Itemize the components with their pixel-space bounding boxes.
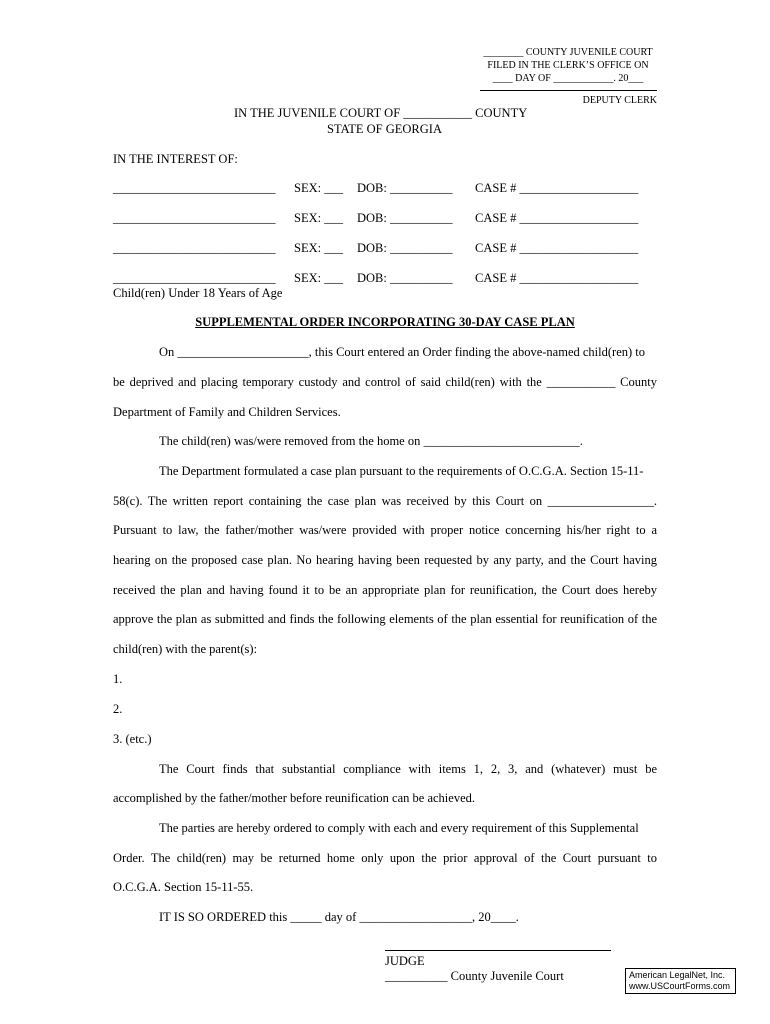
judge-signature-line[interactable] bbox=[385, 950, 611, 951]
child-dob-field[interactable]: DOB: __________ bbox=[357, 211, 453, 225]
ordered-line: IT IS SO ORDERED this _____ day of __________________, 20____. bbox=[159, 910, 519, 924]
publisher-name: American LegalNet, Inc. bbox=[629, 970, 726, 980]
child-case-field[interactable]: CASE # ___________________ bbox=[475, 271, 639, 285]
child-name-field[interactable]: __________________________ bbox=[113, 181, 276, 195]
list-item: 2. bbox=[113, 702, 123, 716]
body-line: O.C.G.A. Section 15-11-55. bbox=[113, 880, 254, 894]
body-line: Order. The child(ren) may be returned home only upon the prior approval of the Court pursuant to bbox=[113, 851, 657, 865]
body-line: accomplished by the father/mother before reunification can be achieved. bbox=[113, 791, 475, 805]
list-item: 3. (etc.) bbox=[113, 732, 152, 746]
filing-stamp-line1: ________ COUNTY JUVENILE COURT bbox=[483, 47, 653, 58]
child-dob-field[interactable]: DOB: __________ bbox=[357, 271, 453, 285]
children-caption: Child(ren) Under 18 Years of Age bbox=[113, 286, 283, 300]
filing-stamp-deputy: DEPUTY CLERK bbox=[582, 95, 657, 106]
judge-court-line: __________ County Juvenile Court bbox=[385, 969, 564, 983]
child-name-field[interactable]: __________________________ bbox=[113, 211, 276, 225]
body-line: On _____________________, this Court entered an Order finding the above-named child(ren) to bbox=[159, 345, 645, 359]
interest-label: IN THE INTEREST OF: bbox=[113, 152, 238, 166]
publisher-badge bbox=[625, 968, 736, 994]
body-line: Pursuant to law, the father/mother was/were provided with proper notice concerning his/her right to a bbox=[113, 523, 657, 537]
filing-stamp-rule bbox=[480, 90, 657, 91]
body-line: The child(ren) was/were removed from the home on _________________________. bbox=[159, 434, 583, 448]
child-case-field[interactable]: CASE # ___________________ bbox=[475, 181, 639, 195]
child-case-field[interactable]: CASE # ___________________ bbox=[475, 211, 639, 225]
body-line: child(ren) with the parent(s): bbox=[113, 642, 258, 656]
document-title: SUPPLEMENTAL ORDER INCORPORATING 30-DAY CASE PLAN bbox=[195, 315, 575, 329]
child-sex-field[interactable]: SEX: ___ bbox=[294, 271, 343, 285]
body-line: The parties are hereby ordered to comply with each and every requirement of this Supplemental bbox=[159, 821, 639, 835]
child-sex-field[interactable]: SEX: ___ bbox=[294, 241, 343, 255]
child-name-field[interactable]: __________________________ bbox=[113, 271, 276, 285]
publisher-url: www.USCourtForms.com bbox=[629, 981, 731, 991]
state-heading: STATE OF GEORGIA bbox=[327, 122, 442, 136]
court-heading: IN THE JUVENILE COURT OF ___________ COUNTY bbox=[234, 106, 528, 120]
filing-stamp-line2: FILED IN THE CLERK’S OFFICE ON bbox=[487, 60, 649, 71]
judge-label: JUDGE bbox=[385, 954, 425, 968]
body-line: The Court finds that substantial compliance with items 1, 2, 3, and (whatever) must be bbox=[159, 762, 657, 776]
filing-stamp-line3: ____ DAY OF ____________. 20___ bbox=[492, 73, 644, 84]
child-name-field[interactable]: __________________________ bbox=[113, 241, 276, 255]
body-line: hearing on the proposed case plan. No hearing having been requested by any party, and the Court having bbox=[113, 553, 657, 567]
body-line: received the plan and having found it to be an appropriate plan for reunification, the Court does hereby bbox=[113, 583, 657, 597]
body-line: be deprived and placing temporary custody and control of said child(ren) with the ___________ County bbox=[113, 375, 657, 389]
child-case-field[interactable]: CASE # ___________________ bbox=[475, 241, 639, 255]
list-item: 1. bbox=[113, 672, 123, 686]
body-line: approve the plan as submitted and finds the following elements of the plan essential for reunification of the bbox=[113, 612, 657, 626]
body-line: The Department formulated a case plan pursuant to the requirements of O.C.G.A. Section 15-11- bbox=[159, 464, 644, 478]
child-dob-field[interactable]: DOB: __________ bbox=[357, 181, 453, 195]
body-line: Department of Family and Children Services. bbox=[113, 405, 341, 419]
child-sex-field[interactable]: SEX: ___ bbox=[294, 211, 343, 225]
child-sex-field[interactable]: SEX: ___ bbox=[294, 181, 343, 195]
body-line: 58(c). The written report containing the case plan was received by this Court on _________________. bbox=[113, 494, 657, 508]
child-dob-field[interactable]: DOB: __________ bbox=[357, 241, 453, 255]
